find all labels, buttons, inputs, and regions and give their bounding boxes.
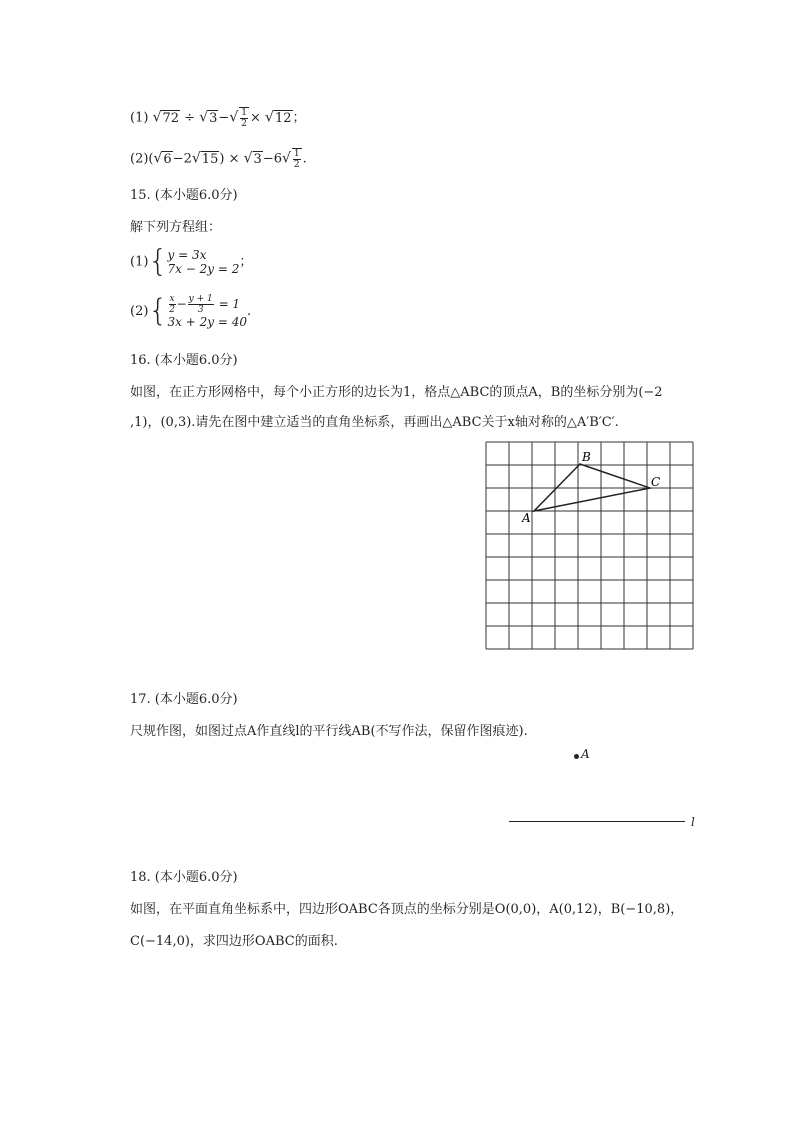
punct: ； bbox=[292, 110, 306, 126]
left-brace-icon: { bbox=[148, 293, 168, 329]
vertex-label-c: C bbox=[651, 475, 661, 489]
part-label: (2) bbox=[130, 304, 149, 319]
part-label: (2) bbox=[130, 151, 149, 167]
part-label: (1) bbox=[130, 254, 149, 270]
fraction bbox=[239, 107, 249, 129]
vertex-label-b: B bbox=[582, 450, 591, 464]
part-label: (1) bbox=[130, 110, 149, 126]
denominator: 2 bbox=[169, 305, 175, 315]
line-l-label: l bbox=[691, 815, 695, 829]
q16-grid-figure bbox=[480, 436, 702, 656]
denominator: 2 bbox=[293, 160, 300, 170]
operator: ÷ bbox=[184, 110, 196, 126]
paren: ) bbox=[219, 151, 225, 167]
q16-text-line1: 如图，在正方形网格中，每个小正方形的边长为1，格点△ABC的顶点A，B的坐标分别为(−2 bbox=[130, 385, 663, 400]
q15-system2 bbox=[130, 294, 251, 329]
left-brace-icon: { bbox=[148, 244, 168, 279]
equation: y = 3x bbox=[167, 248, 207, 262]
radicand: 15 bbox=[201, 151, 219, 167]
paren: ( bbox=[148, 151, 154, 167]
q15-header: 15. (本小题6.0分) bbox=[130, 188, 238, 203]
point-a-label: A bbox=[581, 747, 590, 761]
sqrt-icon: √ bbox=[281, 150, 291, 167]
sqrt-icon: √ bbox=[199, 109, 209, 126]
sqrt-icon: √ bbox=[243, 150, 253, 167]
equation-system bbox=[168, 294, 247, 329]
sqrt-icon: √ bbox=[191, 150, 201, 167]
denominator: 2 bbox=[241, 119, 247, 129]
q14-part1 bbox=[130, 107, 306, 129]
fraction bbox=[292, 148, 302, 170]
point-a-dot bbox=[574, 754, 579, 759]
operator: × bbox=[228, 151, 240, 167]
vertex-label-a: A bbox=[522, 511, 531, 525]
operator: −6 bbox=[262, 151, 282, 167]
fraction bbox=[188, 294, 214, 315]
punct: . bbox=[246, 304, 252, 319]
q18-header: 18. (本小题6.0分) bbox=[130, 870, 238, 885]
equation: 7x − 2y = 2 bbox=[167, 262, 240, 276]
q15-system1 bbox=[130, 244, 253, 279]
numerator: 1 bbox=[241, 108, 247, 118]
punct: ； bbox=[239, 254, 253, 270]
fraction bbox=[169, 294, 176, 315]
equation-system bbox=[168, 248, 240, 276]
radicand: 72 bbox=[162, 110, 180, 126]
sqrt-icon: √ bbox=[265, 109, 274, 126]
radicand: 3 bbox=[253, 151, 262, 167]
operator: × bbox=[249, 110, 261, 126]
q17-header: 17. (本小题6.0分) bbox=[130, 692, 238, 707]
sqrt-icon: √ bbox=[152, 109, 162, 126]
q18-text-line2: C(−14,0)，求四边形OABC的面积. bbox=[130, 934, 338, 949]
q16-text-line2: ,1)，(0,3).请先在图中建立适当的直角坐标系，再画出△ABC关于x轴对称的△A′B′C′. bbox=[130, 415, 619, 430]
numerator: y + 1 bbox=[188, 294, 213, 304]
grid-lines bbox=[486, 442, 693, 649]
q18-text-line1: 如图，在平面直角坐标系中，四边形OABC各顶点的坐标分别是O(0,0)，A(0,12)，B(−10,8)， bbox=[130, 902, 684, 917]
operator: − bbox=[176, 297, 187, 311]
radicand: 6 bbox=[163, 151, 172, 167]
radicand: 12 bbox=[274, 110, 292, 126]
sqrt-icon: √ bbox=[153, 150, 163, 167]
sqrt-icon: √ bbox=[229, 109, 239, 126]
punct: . bbox=[302, 151, 307, 167]
operator: − bbox=[218, 110, 230, 126]
denominator: 3 bbox=[197, 305, 204, 315]
radicand: 3 bbox=[209, 110, 218, 126]
numerator: 1 bbox=[293, 149, 300, 159]
q17-text: 尺规作图，如图过点A作直线l的平行线AB(不写作法，保留作图痕迹). bbox=[130, 724, 528, 739]
line-l bbox=[509, 821, 685, 822]
equation bbox=[168, 294, 247, 315]
q14-part2 bbox=[130, 148, 307, 170]
equation: 3x + 2y = 40 bbox=[167, 315, 247, 329]
q16-header: 16. (本小题6.0分) bbox=[130, 353, 238, 368]
q15-instruction: 解下列方程组： bbox=[130, 220, 222, 235]
rhs: = 1 bbox=[218, 297, 241, 311]
operator: −2 bbox=[172, 151, 192, 167]
numerator: x bbox=[169, 294, 175, 304]
